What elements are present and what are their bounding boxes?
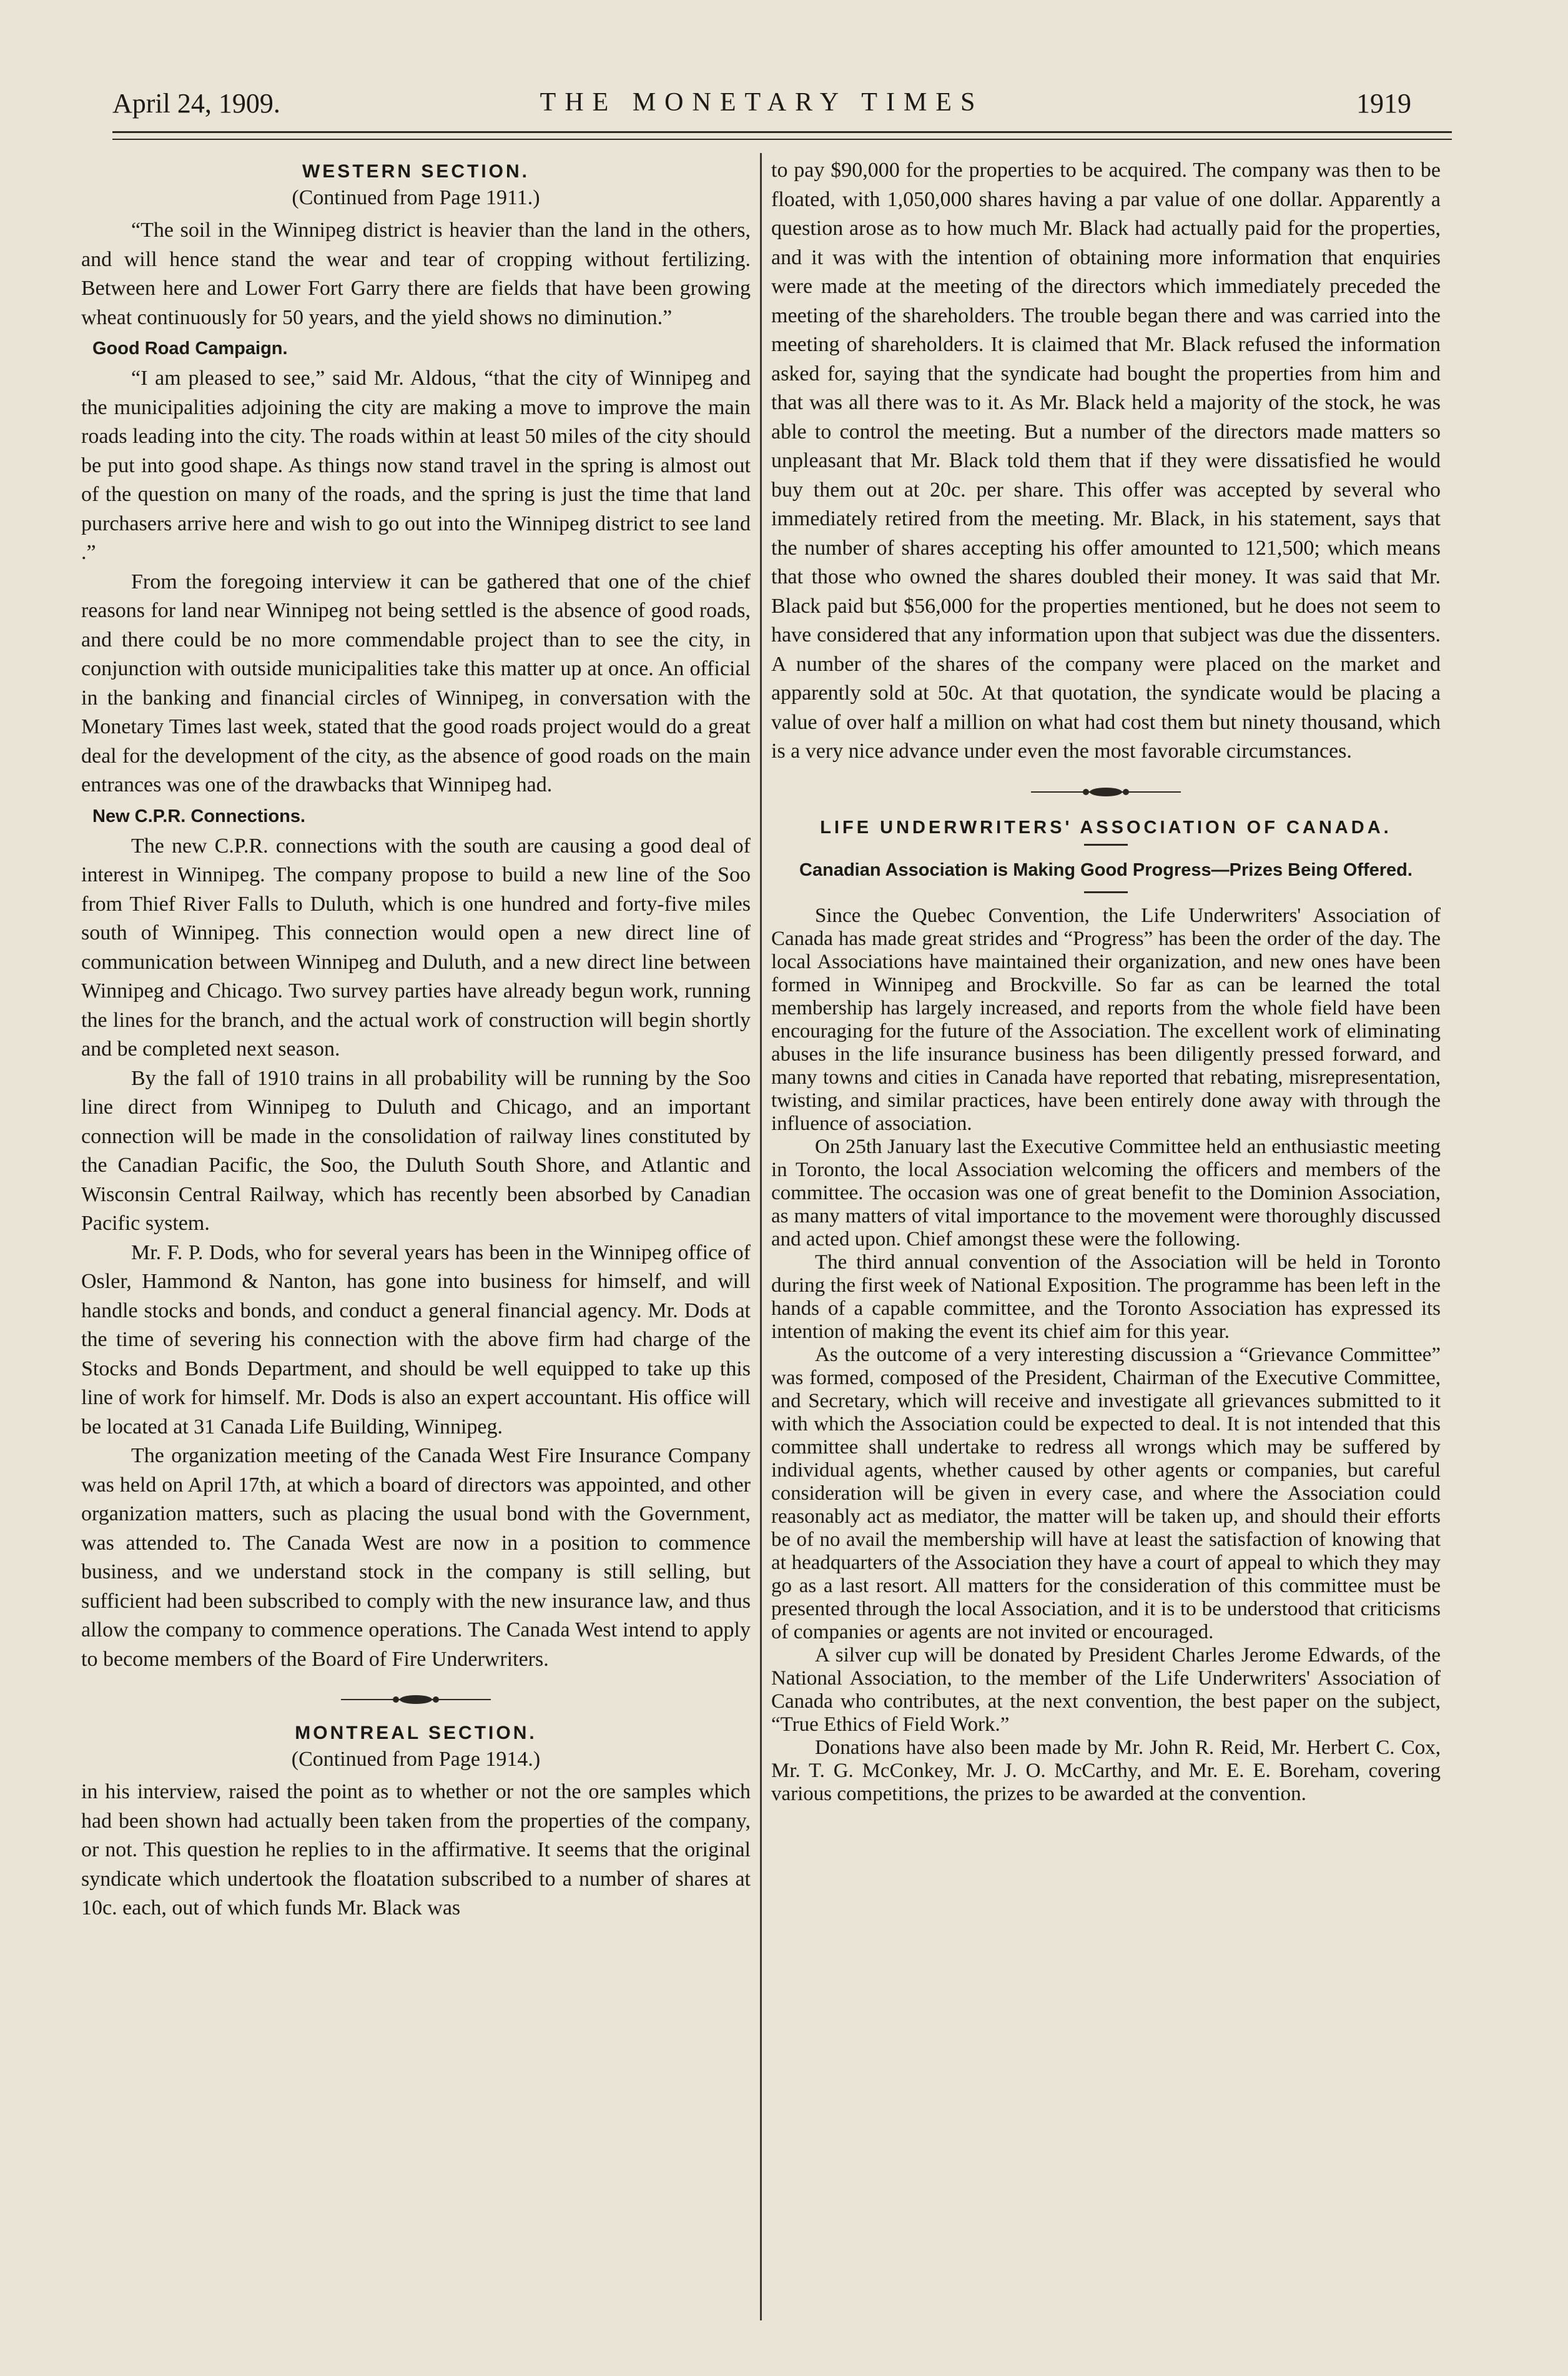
right-column (771, 156, 1441, 1806)
cpr-connections-subheading: New C.P.R. Connections. (92, 806, 306, 826)
montreal-section-heading: MONTREAL SECTION. (295, 1723, 537, 1743)
life-underwriters-heading: LIFE UNDERWRITERS' ASSOCIATION OF CANADA. (820, 817, 1392, 838)
column-divider (760, 153, 762, 2320)
good-road-subheading: Good Road Campaign. (92, 339, 288, 359)
header-rule-top (112, 131, 1452, 133)
short-rule (1084, 844, 1128, 846)
section-ornament (81, 1690, 751, 1709)
western-paragraph: From the foregoing interview it can be gathered that one of the chief reasons for land near Winnipeg not being settled is the absence of good roads, and there could be no more commendable project than to see the city, in conjunction with outside municipalities take this matter up at once. An official in the banking and financial circles of Winnipeg, in conversation with the Monetary Times last week, stated that the good roads project would do a great deal for the development of the city, as the absence of good roads on the main entrances was one of the drawbacks that Winnipeg had. (81, 570, 751, 796)
life-paragraph: Donations have also been made by Mr. John R. Reid, Mr. Herbert C. Cox, Mr. T. G. McConkey, Mr. J. O. McCarthy, and Mr. E. E. Boreham, covering various competitions, the prizes to be awarded at the convention. (771, 1736, 1441, 1805)
western-paragraph: “I am pleased to see,” said Mr. Aldous, “that the city of Winnipeg and the municipalities adjoining the city are making a move to improve the main roads leading into the city. The roads within at least 50 miles of the city should be put into good shape. As things now stand travel in the spring is almost out of the question on many of the roads, and the spring is just the time that land purchasers arrive here and wish to go out into the Winnipeg district to see land .” (81, 367, 751, 564)
masthead: THE MONETARY TIMES (540, 88, 984, 117)
left-column (81, 156, 751, 1923)
life-underwriters-deck: Canadian Association is Making Good Progress—Prizes Being Offered. (799, 859, 1413, 880)
section-ornament (771, 783, 1441, 801)
life-paragraph: The third annual convention of the Association will be held in Toronto during the first week of National Exposition. The programme has been left in the hands of a capable committee, and the Toronto Association has expressed its intention of making the event its chief aim for this year. (771, 1250, 1441, 1343)
page-number: 1919 (1356, 88, 1411, 119)
montreal-paragraph: in his interview, raised the point as to whether or not the ore samples which had been shown had actually been taken from the properties of the company, or not. This question he replies to in the affirmative. It seems that the original syndicate which undertook the floatation subscribed to a number of shares at 10c. each, out of which funds Mr. Black was (81, 1780, 751, 1919)
life-paragraph: Since the Quebec Convention, the Life Underwriters' Association of Canada has made great strides and “Progress” has been the order of the day. The local Associations have maintained their organization, and new ones have been formed in Winnipeg and Brockville. So far as can be learned the total membership has largely increased, and reports from the whole field have been encouraging for the future of the Association. The excellent work of eliminating abuses in the life insurance business has been diligently pressed forward, and many towns and cities in Canada have reported that rebating, misrepresentation, twisting, and similar practices, have been entirely done away with through the influence of association. (771, 904, 1441, 1135)
western-paragraph: Mr. F. P. Dods, who for several years has been in the Winnipeg office of Osler, Hammond & Nanton, has gone into business for himself, and will handle stocks and bonds, and conduct a general financial agency. Mr. Dods at the time of severing his connection with the above firm had charge of the Stocks and Bonds Department, and should be well equipped to take up this line of work for himself. Mr. Dods is also an expert accountant. His office will be located at 31 Canada Life Building, Winnipeg. (81, 1240, 751, 1438)
western-continued-note: (Continued from Page 1911.) (292, 186, 540, 209)
header-rule-bottom (112, 139, 1452, 140)
western-paragraph: The organization meeting of the Canada West Fire Insurance Company was held on April 17th, at which a board of directors was appointed, and other organization matters, such as placing the usual bond with the Government, was attended to. The Canada West are now in a position to commence business, and we understand stock in the company is still selling, but sufficient had been subscribed to comply with the new insurance law, and thus allow the company to commence operations. The Canada West intend to apply to become members of the Board of Fire Underwriters. (81, 1444, 751, 1671)
life-paragraph: A silver cup will be donated by President Charles Jerome Edwards, of the National Association, to the member of the Life Underwriters' Association of Canada who contributes, at the next convention, the best paper on the subject, “True Ethics of Field Work.” (771, 1643, 1441, 1736)
life-paragraph: On 25th January last the Executive Committee held an enthusiastic meeting in Toronto, the local Association welcoming the officers and members of the committee. The occasion was one of great benefit to the Dominion Association, as many matters of vital importance to the movement were thoroughly discussed and acted upon. Chief amongst these were the following. (771, 1135, 1441, 1250)
western-paragraph: By the fall of 1910 trains in all probability will be running by the Soo line direct from Winnipeg to Duluth and Chicago, and an important connection will be made in the consolidation of railway lines constituted by the Canadian Pacific, the Soo, the Duluth South Shore, and Atlantic and Wisconsin Central Railway, which has recently been absorbed by Canadian Pacific system. (81, 1066, 751, 1235)
life-underwriters-article (771, 904, 1441, 1806)
issue-date: April 24, 1909. (112, 88, 280, 119)
western-section-heading: WESTERN SECTION. (302, 161, 530, 182)
montreal-continued-note: (Continued from Page 1914.) (291, 1748, 541, 1771)
life-paragraph: As the outcome of a very interesting discussion a “Grievance Committee” was formed, composed of the President, Chairman of the Executive Committee, and Secretary, which will receive and investigate all grievances submitted to it with which the Association could be expected to deal. It is not intended that this committee shall undertake to redress all wrongs which may be suffered by individual agents, whether caused by other agents or companies, but careful consideration will be given in every case, and where the Association could reasonably act as mediator, the matter will be taken up, and should their efforts be of no avail the membership will have at least the satisfaction of knowing that at headquarters of the Association they have a court of appeal to which they may go as a last resort. All matters for the consideration of this committee must be presented through the local Association, and it is to be understood that criticisms of companies or agents are not invited or encouraged. (771, 1343, 1441, 1643)
short-rule (1084, 891, 1128, 893)
western-paragraph: The new C.P.R. connections with the south are causing a good deal of interest in Winnipeg. The company propose to build a new line of the Soo from Thief River Falls to Duluth, which is one hundred and forty-five miles south of Winnipeg. This connection would open a new direct line of communication between Winnipeg and Duluth, and a new direct line between Winnipeg and Chicago. Two survey parties have already begun work, running the lines for the branch, and the actual work of construction will begin shortly and be completed next season. (81, 834, 751, 1061)
montreal-paragraph: to pay $90,000 for the properties to be acquired. The company was then to be floated, with 1,050,000 shares having a par value of one dollar. Apparently a question arose as to how much Mr. Black had actually paid for the properties, and it was with the intention of obtaining more information that enquiries were made at the meeting of the directors which immediately preceded the meeting of the shareholders. The trouble began there and was carried into the meeting of shareholders. It is claimed that Mr. Black refused the information asked for, saying that the syndicate had bought the properties from him and that was all there was to it. As Mr. Black held a majority of the stock, he was able to control the meeting. But a number of the directors made matters so unpleasant that Mr. Black told them that if they were dissatisfied he would buy them out at 20c. per share. This offer was accepted by several who immediately retired from the meeting. Mr. Black, in his statement, says that the number of shares accepting his offer amounted to 121,500; which means that those who owned the shares doubled their money. It was said that Mr. Black paid but $56,000 for the properties mentioned, but he does not seem to have considered that any information upon that subject was due the dissenters. A number of the shares of the company were placed on the market and apparently sold at 50c. At that quotation, the syndicate would be placing a value of over half a million on what had cost them but ninety thousand, which is a very nice advance under even the most favorable circumstances. (771, 159, 1441, 763)
page-header (112, 81, 1411, 131)
western-paragraph: “The soil in the Winnipeg district is heavier than the land in the others, and will hence stand the wear and tear of cropping without fertilizing. Between here and Lower Fort Garry there are fields that have been growing wheat continuously for 50 years, and the yield shows no diminution.” (81, 219, 751, 329)
